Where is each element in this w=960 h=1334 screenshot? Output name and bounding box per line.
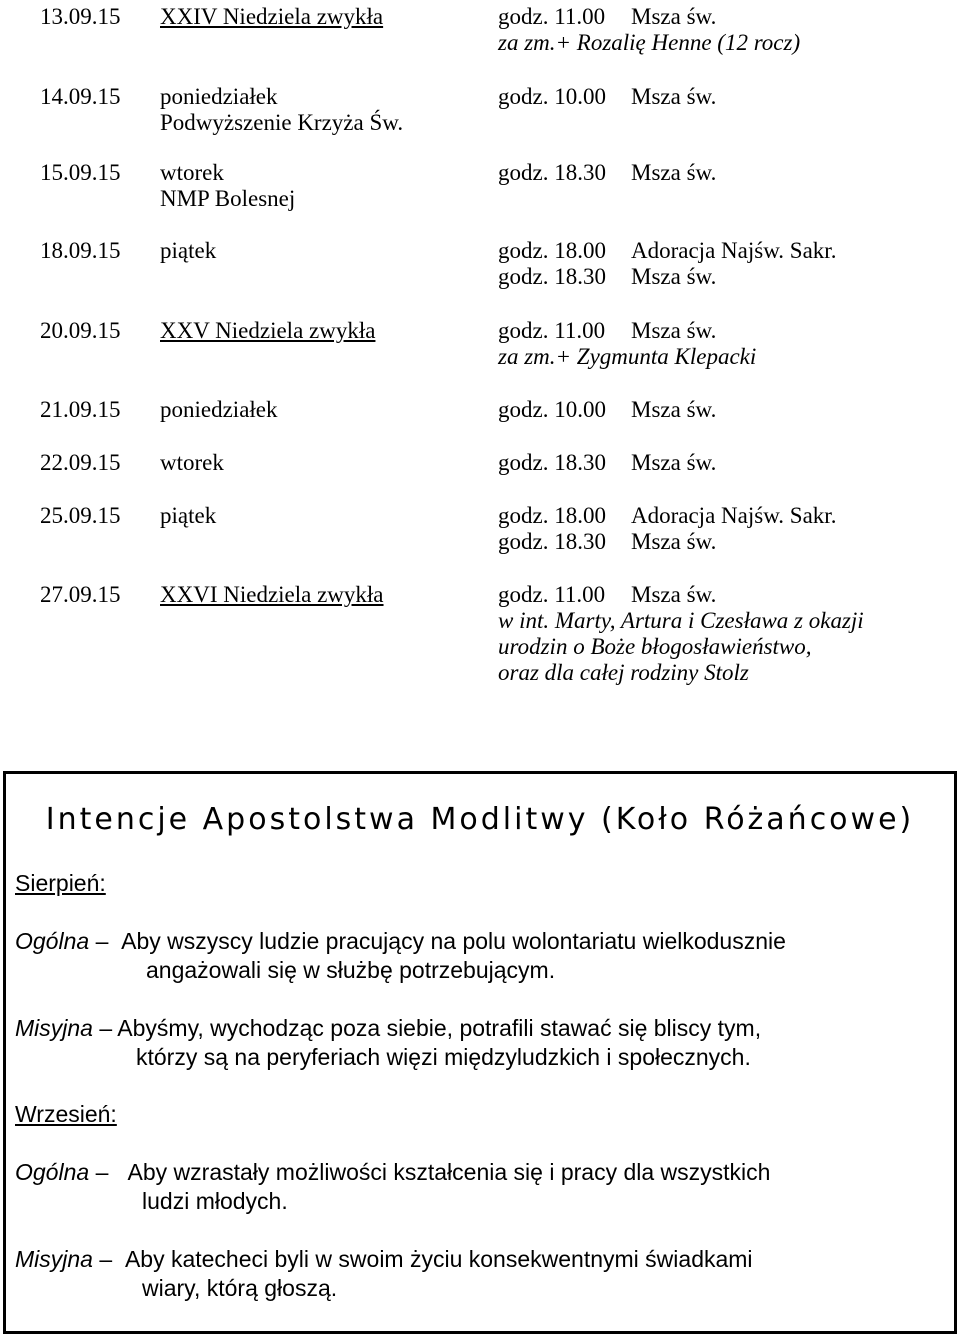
intention-note: w int. Marty, Artura i Czesława z okazji (498, 608, 864, 633)
time-hour: godz. 11.00 (498, 4, 606, 29)
entry-date: 15.09.15 (40, 160, 121, 185)
dash: – (95, 928, 109, 954)
time-event: Adoracja Najśw. Sakr. (631, 238, 837, 263)
time-event: Msza św. (631, 318, 717, 343)
entry-date: 13.09.15 (40, 4, 121, 29)
entry-day (160, 238, 216, 264)
time-hour: godz. 18.30 (498, 450, 606, 475)
intention-line: Aby wszyscy ludzie pracujący na polu wolontariatu wielkodusznie (121, 928, 786, 954)
intention-line: Abyśmy, wychodząc poza siebie, potrafili stawać się bliscy tym, (117, 1015, 762, 1041)
entry-date: 18.09.15 (40, 238, 121, 263)
intention-line: ludzi młodych. (142, 1188, 288, 1214)
intention-missionary (15, 1245, 950, 1303)
time-event: Msza św. (631, 582, 717, 607)
entry-day (160, 450, 224, 476)
time-line (498, 84, 716, 110)
time-line (498, 238, 836, 264)
day-label: XXVI Niedziela zwykła (160, 582, 384, 607)
time-line (498, 4, 800, 30)
day-label: wtorek (160, 160, 224, 185)
time-line (498, 450, 716, 476)
day-label: XXIV Niedziela zwykła (160, 4, 384, 29)
intention-kind: Misyjna (15, 1246, 93, 1272)
time-hour: godz. 10.00 (498, 397, 606, 422)
time-hour: godz. 18.30 (498, 264, 606, 289)
time-hour: godz. 10.00 (498, 84, 606, 109)
entry-times (498, 397, 716, 423)
intention-general (15, 1158, 950, 1216)
day-label: poniedziałek (160, 397, 278, 422)
entry-date: 25.09.15 (40, 503, 121, 528)
intention-note: za zm.+ Rozalię Henne (12 rocz) (498, 30, 801, 55)
entry-day (160, 84, 403, 136)
time-event: Msza św. (631, 84, 717, 109)
time-line (498, 160, 716, 186)
intention-note: oraz dla całej rodziny Stolz (498, 660, 749, 685)
apostolate-box (3, 771, 957, 1334)
time-event: Msza św. (631, 450, 717, 475)
entry-times (498, 4, 800, 56)
intention-line: Aby wzrastały możliwości kształcenia się i pracy dla wszystkich (127, 1159, 771, 1185)
intention-line: Aby katecheci byli w swoim życiu konsekwentnymi świadkami (124, 1246, 753, 1272)
entry-day (160, 4, 383, 30)
dash: – (95, 1159, 109, 1185)
day-label: wtorek (160, 450, 224, 475)
intention-kind: Ogólna (15, 1159, 90, 1185)
time-event: Msza św. (631, 160, 717, 185)
entry-date: 21.09.15 (40, 397, 121, 422)
time-line (498, 503, 836, 529)
time-line (498, 318, 756, 344)
time-hour: godz. 18.30 (498, 529, 606, 554)
day-label: Podwyższenie Krzyża Św. (160, 110, 404, 135)
time-event: Msza św. (631, 264, 717, 289)
day-label: piątek (160, 238, 217, 263)
intention-general (15, 927, 950, 985)
day-label: poniedziałek (160, 84, 278, 109)
month-heading: Wrzesień: (15, 1101, 117, 1127)
entry-times (498, 84, 716, 110)
intention-line: angażowali się w służbę potrzebującym. (146, 957, 556, 983)
entry-times (498, 318, 756, 370)
entry-date: 27.09.15 (40, 582, 121, 607)
time-hour: godz. 11.00 (498, 582, 606, 607)
entry-date: 22.09.15 (40, 450, 121, 475)
time-hour: godz. 11.00 (498, 318, 606, 343)
entry-times (498, 450, 716, 476)
day-label: NMP Bolesnej (160, 186, 296, 211)
intention-kind: Misyjna (15, 1015, 93, 1041)
apostolate-title: Intencje Apostolstwa Modlitwy (Koło Różańcowe) (45, 802, 915, 837)
entry-date: 14.09.15 (40, 84, 121, 109)
time-hour: godz. 18.00 (498, 238, 606, 263)
entry-day (160, 160, 295, 212)
time-event: Msza św. (631, 529, 717, 554)
day-label: XXV Niedziela zwykła (160, 318, 376, 343)
month-heading: Sierpień: (15, 870, 106, 896)
intention-note: za zm.+ Zygmunta Klepacki (498, 344, 757, 369)
time-line (498, 264, 836, 290)
dash: – (99, 1015, 113, 1041)
entry-times (498, 503, 836, 555)
time-line (498, 582, 864, 608)
entry-day (160, 582, 384, 608)
intention-line: którzy są na peryferiach więzi międzyludzkich i społecznych. (136, 1044, 751, 1070)
time-hour: godz. 18.00 (498, 503, 606, 528)
time-event: Adoracja Najśw. Sakr. (631, 503, 837, 528)
entry-times (498, 160, 716, 186)
time-line (498, 397, 716, 423)
time-hour: godz. 18.30 (498, 160, 606, 185)
time-line (498, 529, 836, 555)
entry-times (498, 238, 836, 290)
entry-day (160, 318, 375, 344)
entry-day (160, 397, 278, 423)
intention-line: wiary, którą głoszą. (142, 1275, 338, 1301)
entry-date: 20.09.15 (40, 318, 121, 343)
day-label: piątek (160, 503, 217, 528)
entry-day (160, 503, 216, 529)
time-event: Msza św. (631, 397, 717, 422)
entry-times (498, 582, 864, 686)
intention-kind: Ogólna (15, 928, 90, 954)
intention-missionary (15, 1014, 950, 1072)
dash: – (99, 1246, 113, 1272)
time-event: Msza św. (631, 4, 717, 29)
intention-note: urodzin o Boże błogosławieństwo, (498, 634, 812, 659)
